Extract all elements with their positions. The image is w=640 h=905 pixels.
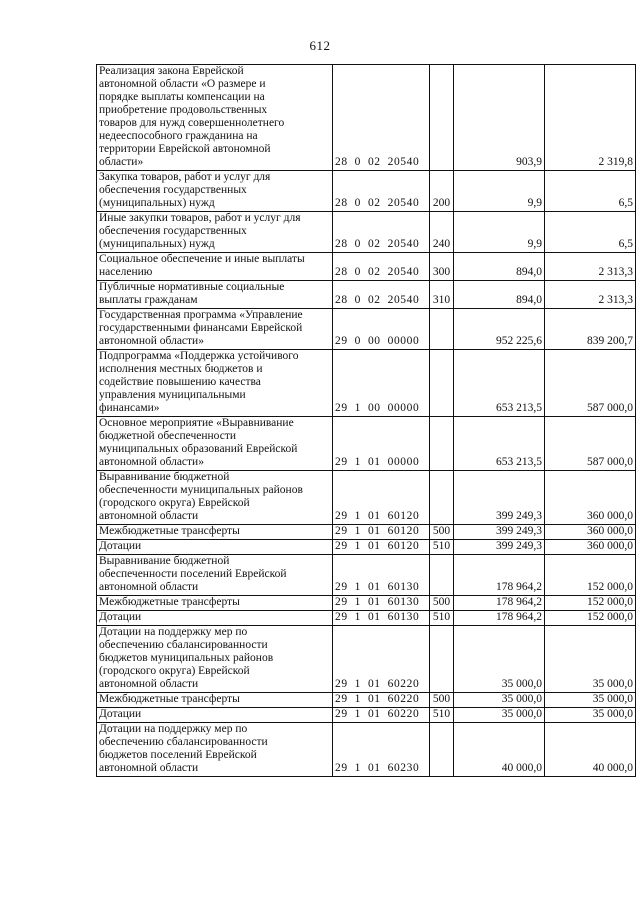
target-article-code: 29 1 01 60120 [333,525,430,540]
target-article-code: 29 1 01 60130 [333,596,430,611]
amount-second-year: 360 000,0 [545,525,636,540]
table-row [97,611,636,626]
row-name-line: финансами» [99,402,160,414]
row-name-line: автономной области [99,678,199,690]
amount-second-year: 152 000,0 [545,611,636,626]
row-name-cell [97,708,333,723]
row-name-line: Иные закупки товаров, работ и услуг для [99,212,301,224]
amount-first-year: 178 964,2 [454,611,545,626]
expense-type-code: 510 [430,611,454,626]
budget-table-body [97,65,636,777]
amount-second-year: 152 000,0 [545,596,636,611]
row-name-line: государственными финансами Еврейской [99,322,303,334]
row-name-cell [97,309,333,350]
table-row [97,253,636,281]
table-row [97,723,636,777]
amount-first-year: 653 213,5 [454,417,545,471]
table-row [97,65,636,171]
amount-first-year: 35 000,0 [454,626,545,693]
amount-first-year: 399 249,3 [454,525,545,540]
row-name-cell [97,693,333,708]
amount-first-year: 903,9 [454,65,545,171]
expense-type-code [430,65,454,171]
expense-type-code [430,417,454,471]
amount-second-year: 2 319,8 [545,65,636,171]
amount-second-year: 839 200,7 [545,309,636,350]
row-name-line: бюджетной обеспеченности [99,430,237,442]
amount-first-year: 894,0 [454,281,545,309]
amount-second-year: 152 000,0 [545,555,636,596]
row-name-line: Социальное обеспечение и иные выплаты [99,253,305,265]
row-name-line: муниципальных образований Еврейской [99,443,298,455]
row-name-line: бюджетов поселений Еврейской [99,749,257,761]
row-name-cell [97,417,333,471]
row-name-line: обеспечению сбалансированности [99,639,268,651]
amount-second-year: 360 000,0 [545,471,636,525]
row-name-line: автономной области [99,581,199,593]
amount-first-year: 9,9 [454,212,545,253]
target-article-code: 29 1 01 60230 [333,723,430,777]
target-article-code: 28 0 02 20540 [333,171,430,212]
target-article-code: 28 0 02 20540 [333,281,430,309]
row-name-line: Дотации на поддержку мер по [99,626,248,638]
amount-first-year: 178 964,2 [454,596,545,611]
row-name-cell [97,596,333,611]
row-name-line: (муниципальных) нужд [99,197,215,209]
row-name-line: населению [99,266,153,278]
target-article-code: 29 1 01 60220 [333,708,430,723]
expense-type-code: 310 [430,281,454,309]
table-row [97,555,636,596]
row-name-line: порядке выплаты компенсации на [99,91,265,103]
row-name-cell [97,253,333,281]
amount-second-year: 2 313,3 [545,253,636,281]
amount-first-year: 653 213,5 [454,350,545,417]
amount-second-year: 6,5 [545,171,636,212]
row-name-line: автономной области» [99,456,204,468]
amount-second-year: 587 000,0 [545,350,636,417]
row-name-line: приобретение продовольственных [99,104,268,116]
expense-type-code: 240 [430,212,454,253]
row-name-cell [97,471,333,525]
target-article-code: 28 0 02 20540 [333,65,430,171]
row-name-line: товаров для нужд совершеннолетнего [99,117,285,129]
amount-second-year: 40 000,0 [545,723,636,777]
row-name-line: территории Еврейской автономной [99,143,271,155]
row-name-line: области» [99,156,144,168]
row-name-line: Подпрограмма «Поддержка устойчивого [99,350,299,362]
table-row [97,596,636,611]
row-name-line: обеспечению сбалансированности [99,736,268,748]
row-name-cell [97,281,333,309]
expense-type-code: 300 [430,253,454,281]
amount-second-year: 35 000,0 [545,708,636,723]
table-row [97,525,636,540]
row-name-line: обеспеченности муниципальных районов [99,484,303,496]
expense-type-code: 500 [430,525,454,540]
table-row [97,171,636,212]
row-name-line: Выравнивание бюджетной [99,471,230,483]
row-name-cell [97,350,333,417]
table-row [97,212,636,253]
row-name-line: Дотации [99,540,142,552]
expense-type-code: 510 [430,708,454,723]
row-name-line: автономной области «О размере и [99,78,266,90]
row-name-line: управления муниципальными [99,389,246,401]
row-name-line: (муниципальных) нужд [99,238,215,250]
row-name-line: Закупка товаров, работ и услуг для [99,171,271,183]
table-row [97,693,636,708]
table-row [97,471,636,525]
table-row [97,708,636,723]
expense-type-code [430,723,454,777]
target-article-code: 29 0 00 00000 [333,309,430,350]
row-name-line: исполнения местных бюджетов и [99,363,263,375]
expense-type-code [430,309,454,350]
row-name-cell [97,525,333,540]
expense-type-code [430,626,454,693]
amount-first-year: 894,0 [454,253,545,281]
row-name-line: выплаты гражданам [99,294,198,306]
target-article-code: 29 1 01 60130 [333,611,430,626]
target-article-code: 29 1 00 00000 [333,350,430,417]
amount-second-year: 587 000,0 [545,417,636,471]
row-name-line: автономной области [99,762,199,774]
row-name-cell [97,555,333,596]
amount-first-year: 399 249,3 [454,471,545,525]
amount-second-year: 360 000,0 [545,540,636,555]
row-name-line: обеспечения государственных [99,184,247,196]
row-name-line: Межбюджетные трансферты [99,525,240,537]
row-name-line: Государственная программа «Управление [99,309,303,321]
row-name-line: автономной области» [99,335,204,347]
row-name-cell [97,171,333,212]
row-name-cell [97,540,333,555]
row-name-cell [97,723,333,777]
target-article-code: 29 1 01 60120 [333,540,430,555]
amount-first-year: 952 225,6 [454,309,545,350]
row-name-line: Межбюджетные трансферты [99,693,240,705]
target-article-code: 29 1 01 60130 [333,555,430,596]
expense-type-code [430,555,454,596]
row-name-line: Дотации [99,611,142,623]
table-row [97,626,636,693]
expense-type-code [430,350,454,417]
amount-second-year: 35 000,0 [545,693,636,708]
row-name-line: недееспособного гражданина на [99,130,258,142]
row-name-line: Реализация закона Еврейской [99,65,244,77]
amount-first-year: 40 000,0 [454,723,545,777]
row-name-line: Дотации на поддержку мер по [99,723,248,735]
row-name-line: Выравнивание бюджетной [99,555,230,567]
row-name-line: Межбюджетные трансферты [99,596,240,608]
row-name-line: (городского округа) Еврейской [99,497,250,509]
expense-type-code: 200 [430,171,454,212]
amount-first-year: 9,9 [454,171,545,212]
amount-first-year: 35 000,0 [454,693,545,708]
table-row [97,309,636,350]
expense-type-code: 500 [430,693,454,708]
target-article-code: 28 0 02 20540 [333,212,430,253]
amount-first-year: 399 249,3 [454,540,545,555]
expense-type-code: 510 [430,540,454,555]
expense-type-code [430,471,454,525]
target-article-code: 29 1 01 60220 [333,693,430,708]
page-number: 612 [309,38,331,53]
row-name-line: Дотации [99,708,142,720]
row-name-line: бюджетов муниципальных районов [99,652,274,664]
expense-type-code: 500 [430,596,454,611]
target-article-code: 29 1 01 60120 [333,471,430,525]
row-name-line: обеспеченности поселений Еврейской [99,568,287,580]
row-name-line: Основное мероприятие «Выравнивание [99,417,294,429]
amount-second-year: 2 313,3 [545,281,636,309]
amount-first-year: 35 000,0 [454,708,545,723]
row-name-cell [97,212,333,253]
row-name-line: Публичные нормативные социальные [99,281,285,293]
table-row [97,417,636,471]
table-row [97,350,636,417]
budget-table [96,64,636,777]
row-name-cell [97,65,333,171]
amount-second-year: 35 000,0 [545,626,636,693]
row-name-line: (городского округа) Еврейской [99,665,250,677]
row-name-line: автономной области [99,510,199,522]
amount-second-year: 6,5 [545,212,636,253]
target-article-code: 29 1 01 60220 [333,626,430,693]
table-row [97,540,636,555]
amount-first-year: 178 964,2 [454,555,545,596]
target-article-code: 29 1 01 00000 [333,417,430,471]
row-name-line: содействие повышению качества [99,376,261,388]
row-name-cell [97,611,333,626]
target-article-code: 28 0 02 20540 [333,253,430,281]
row-name-cell [97,626,333,693]
table-row [97,281,636,309]
row-name-line: обеспечения государственных [99,225,247,237]
